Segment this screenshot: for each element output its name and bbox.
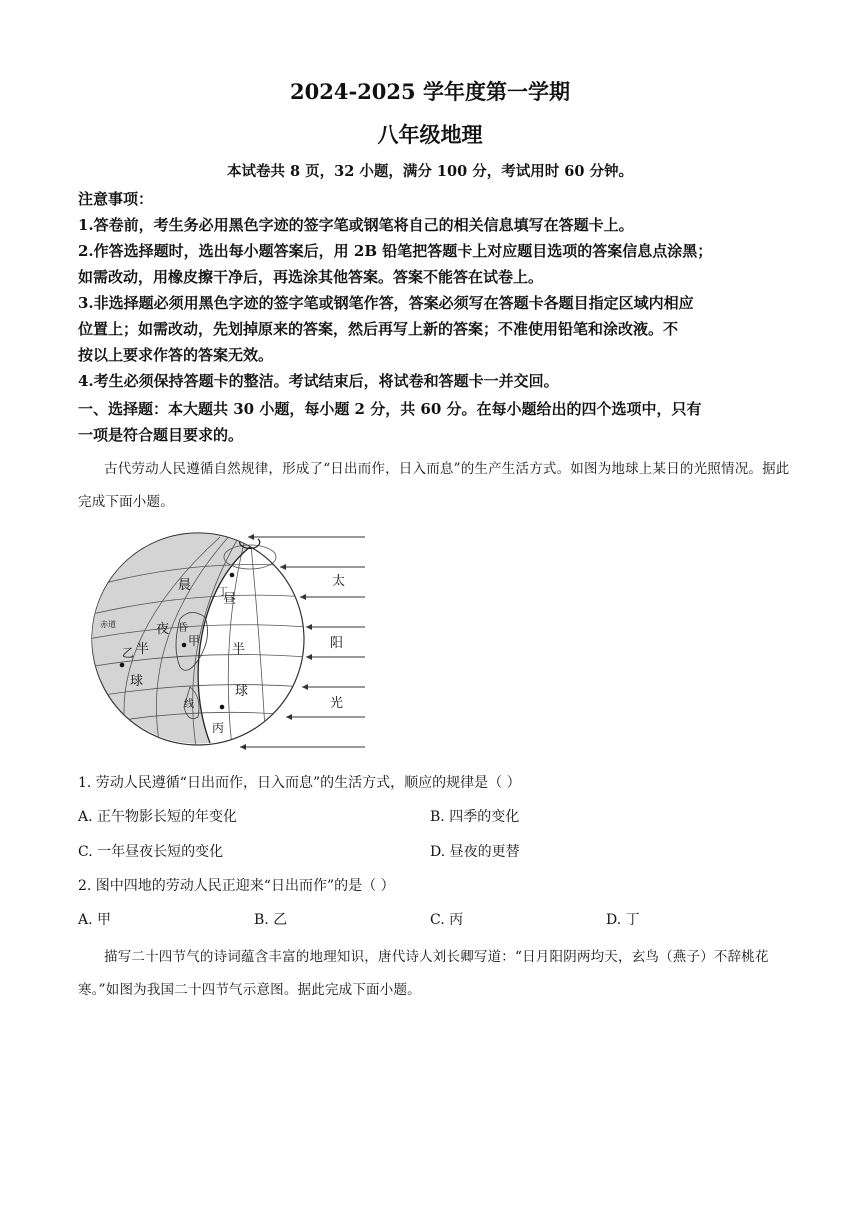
notes-line: 3.非选择题必须用黑色字迹的签字笔或钢笔作答，答案必须写在答题卡各题目指定区域内相应 [78, 294, 694, 312]
notes-line: 1.答卷前，考生务必用黑色字迹的签字笔或钢笔将自己的相关信息填写在答题卡上。 [78, 216, 634, 234]
q2-option-d[interactable]: D. 丁 [606, 912, 640, 928]
point-ding-marker [230, 573, 235, 578]
label-jia: 甲 [188, 634, 201, 648]
point-bing-marker [220, 705, 225, 710]
label-ye: 夜 [156, 622, 170, 637]
label-bing: 丙 [212, 721, 225, 735]
label-equator: 赤道 [100, 620, 116, 629]
exam-intro: 本试卷共 8 页，32 小题，满分 100 分，考试用时 60 分钟。 [226, 163, 634, 180]
section-line-1: 一、选择题：本大题共 30 小题，每小题 2 分，共 60 分。在每小题给出的四个选项中，只有 [78, 400, 702, 418]
q2-option-a[interactable]: A. 甲 [78, 912, 112, 928]
q1-option-b[interactable]: B. 四季的变化 [430, 809, 520, 825]
label-zhou: 昼 [223, 592, 237, 607]
question-2-stem: 2. 图中四地的劳动人民正迎来“日出而作”的是（ ） [78, 878, 395, 894]
label-yi: 乙 [122, 646, 135, 660]
q1-option-d[interactable]: D. 昼夜的更替 [430, 844, 520, 860]
q1-option-c[interactable]: C. 一年昼夜长短的变化 [78, 844, 224, 860]
label-qiu-night: 球 [130, 674, 144, 689]
label-ding: 丁 [218, 587, 228, 598]
q2-option-b[interactable]: B. 乙 [254, 912, 288, 928]
section-line-2: 一项是符合题目要求的。 [78, 426, 244, 444]
section-heading [78, 396, 790, 448]
notes-line: 按以上要求作答的答案无效。 [78, 346, 274, 364]
notes-block [78, 186, 790, 394]
notes-line: 位置上；如需改动，先划掉原来的答案，然后再写上新的答案；不准使用铅笔和涂改液。不 [78, 320, 679, 338]
notes-heading: 注意事项： [78, 190, 154, 208]
label-hun: 昏 [178, 623, 188, 634]
label-qiu-day: 球 [235, 684, 249, 699]
notes-line: 如需改动，用橡皮擦干净后，再选涂其他答案。答案不能答在试卷上。 [78, 268, 544, 286]
globe-illumination-figure [80, 527, 365, 757]
label-ban-day: 半 [232, 642, 246, 657]
q2-option-c[interactable]: C. 丙 [430, 912, 464, 928]
notes-line: 4.考生必须保持答题卡的整洁。考试结束后，将试卷和答题卡一并交回。 [78, 372, 559, 390]
sun-label-2: 阳 [330, 636, 344, 651]
passage-1: 古代劳动人民遵循自然规律，形成了“日出而作，日入而息”的生产生活方式。如图为地球上某日的光照情况。据此完成下面小题。 [78, 461, 790, 510]
notes-line: 2.作答选择题时，选出每小题答案后，用 2B 铅笔把答题卡上对应题目选项的答案信息点涂黑； [78, 242, 713, 260]
label-xian: 线 [184, 699, 194, 710]
question-1-stem: 1. 劳动人民遵循“日出而作，日入而息”的生活方式，顺应的规律是（ ） [78, 775, 521, 791]
exam-title: 2024-2025 学年度第一学期 [290, 79, 570, 104]
sun-label-1: 太 [332, 574, 346, 589]
q1-option-a[interactable]: A. 正午物影长短的年变化 [78, 809, 238, 825]
exam-subject: 八年级地理 [377, 122, 483, 147]
point-jia-marker [182, 643, 187, 648]
label-chen: 晨 [178, 578, 192, 593]
point-yi-marker [120, 663, 125, 668]
passage-2: 描写二十四节气的诗词蕴含丰富的地理知识，唐代诗人刘长卿写道：“日月阳阴两均天，玄鸟（燕子）不辞桃花寒。”如图为我国二十四节气示意图。据此完成下面小题。 [78, 949, 769, 998]
label-ban-night: 半 [136, 642, 150, 657]
sun-label-3: 光 [330, 696, 344, 711]
